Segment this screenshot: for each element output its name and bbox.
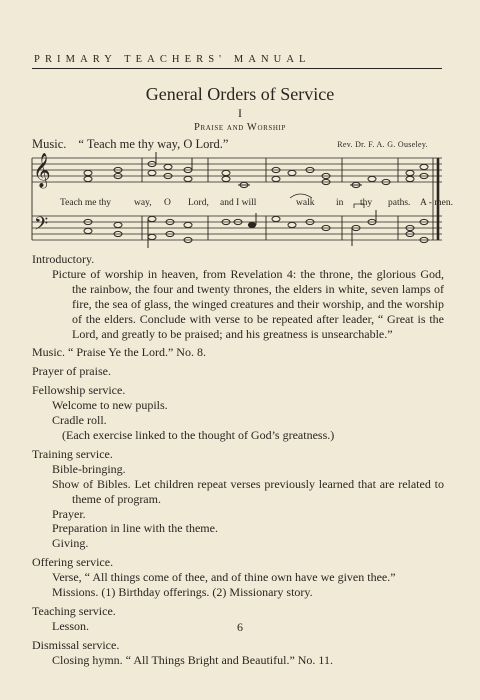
service-line: Prayer of praise. xyxy=(32,364,111,379)
service-line: Offering service. xyxy=(32,555,114,570)
service-line: Bible-bringing. xyxy=(52,461,126,476)
composer-attribution: Rev. Dr. F. A. G. Ouseley. xyxy=(337,140,428,149)
lyric-syllable: Teach me thy xyxy=(60,198,112,208)
service-line: Training service. xyxy=(32,446,113,461)
order-of-service xyxy=(32,252,444,668)
service-line: (Each exercise linked to the thought of God’s greatness.) xyxy=(62,427,335,442)
service-line: Verse, “ All things come of thee, and of thine own have we given thee.” xyxy=(52,570,396,585)
lyric-syllable: thy xyxy=(360,198,373,208)
service-line: Welcome to new pupils. xyxy=(52,398,168,413)
service-line: Fellowship service. xyxy=(32,383,126,398)
running-head: PRIMARY TEACHERS' MANUAL xyxy=(34,54,311,65)
lyric-syllable: way, xyxy=(134,198,152,208)
service-line: Giving. xyxy=(52,536,89,551)
music-label: Music. xyxy=(32,137,67,151)
lyric-syllable: Lord, xyxy=(188,198,209,208)
lyric-syllable: O xyxy=(164,198,171,208)
service-line: Introductory. xyxy=(32,252,95,266)
service-line: Missions. (1) Birthday offerings. (2) Missionary story. xyxy=(52,585,313,600)
bass-clef: 𝄢 xyxy=(34,214,49,239)
service-line: Dismissal service. xyxy=(32,637,120,652)
page-number: 6 xyxy=(237,620,243,634)
page-title: General Orders of Service xyxy=(145,84,335,104)
service-line: Lesson. xyxy=(52,618,89,633)
section-numeral: I xyxy=(238,106,242,120)
lyric-syllable: walk xyxy=(296,198,315,208)
hymn-title: “ Teach me thy way, O Lord.” xyxy=(78,137,229,151)
lyric-syllable: and I will xyxy=(220,198,257,208)
service-line: Prayer. xyxy=(52,506,86,521)
treble-staff xyxy=(32,158,442,182)
service-line: Teaching service. xyxy=(32,603,116,618)
service-line: Picture of worship in heaven, from Revelation 4: the throne, the glorious God, the rainbow, the four and twenty thrones, the elders in white, seven lamps of fire, the sea of glass, the winged creatures and their worship, and the worship of the elders. Conclude with verse to be repeated after leader, “ Great is the Lord, and greatly to be praised; and his greatness is unsearchable.” xyxy=(52,266,444,341)
service-line: Preparation in line with the theme. xyxy=(52,521,218,536)
service-line: Cradle roll. xyxy=(52,413,107,428)
treble-clef: 𝄞 xyxy=(33,153,51,188)
lyric-syllable: paths. xyxy=(388,198,411,208)
lyric-syllable: A - men. xyxy=(420,198,453,208)
service-line: Show of Bibles. Let children repeat verses previously learned that are related to theme of program. xyxy=(52,476,444,506)
lyric-syllable: in xyxy=(336,198,344,208)
section-subtitle: Praise and Worship xyxy=(194,122,286,133)
header-rule xyxy=(32,68,442,69)
service-line: Music. “ Praise Ye the Lord.” No. 8. xyxy=(32,345,206,360)
service-line: Closing hymn. “ All Things Bright and Beautiful.” No. 11. xyxy=(52,652,333,667)
